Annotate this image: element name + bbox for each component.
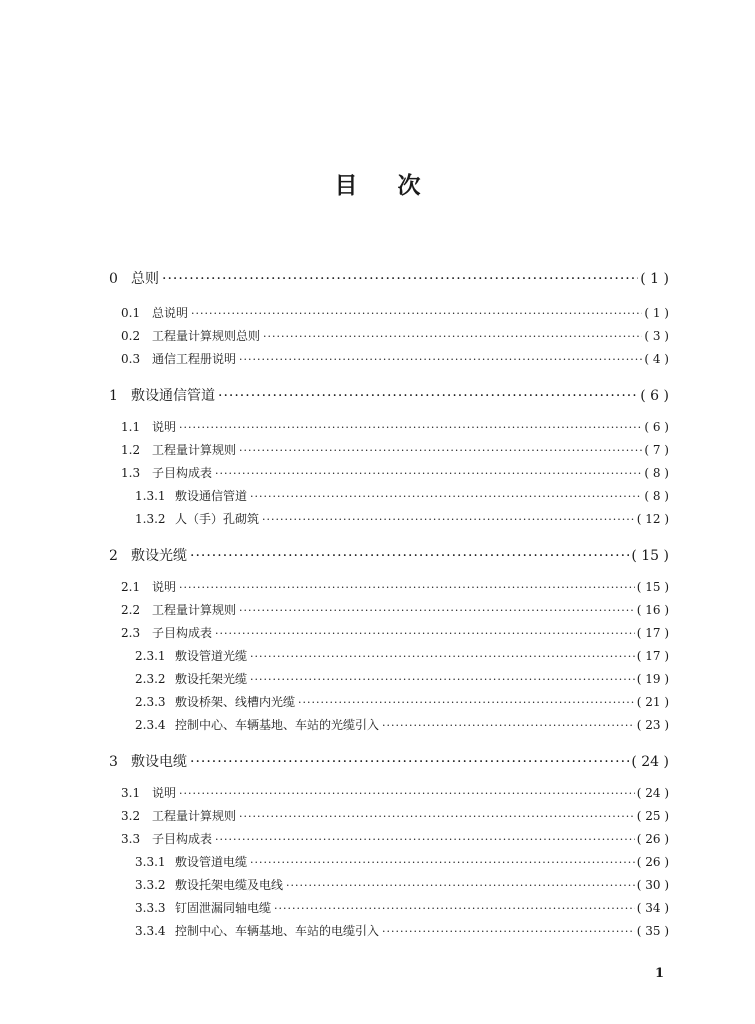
toc-label: 钉固泄漏同轴电缆	[175, 901, 272, 915]
toc-number: 0.2	[121, 329, 141, 343]
toc-subsection	[135, 510, 669, 527]
toc-leader-dots	[179, 421, 642, 434]
toc-page: ( 1 )	[640, 271, 669, 287]
toc-number: 2.1	[121, 580, 141, 594]
toc-label: 说明	[152, 786, 177, 800]
toc-leader-dots	[250, 673, 635, 686]
toc-label: 控制中心、车辆基地、车站的光缆引入	[175, 718, 380, 732]
toc-section	[121, 601, 669, 618]
toc-number: 3.3	[121, 832, 141, 846]
toc-page: ( 12 )	[636, 512, 669, 526]
toc-page: ( 26 )	[636, 855, 669, 869]
toc-label: 敷设光缆	[131, 548, 187, 564]
toc-page: ( 7 )	[644, 443, 669, 457]
toc-label: 工程量计算规则	[152, 443, 237, 457]
toc-number: 2.3.2	[135, 672, 166, 686]
toc-number: 3.1	[121, 786, 141, 800]
toc-number: 2	[109, 548, 118, 564]
toc-label: 通信工程册说明	[152, 352, 237, 366]
toc-number: 0	[109, 271, 118, 287]
toc-page: ( 24 )	[636, 786, 669, 800]
toc-leader-dots	[382, 719, 635, 732]
toc-subsection	[135, 876, 669, 893]
toc-number: 2.3.1	[135, 649, 166, 663]
toc-label: 敷设通信管道	[131, 388, 215, 404]
toc-label: 说明	[152, 580, 177, 594]
toc-chapter	[109, 385, 669, 405]
toc-page: ( 15 )	[636, 580, 669, 594]
toc-label: 敷设电缆	[131, 754, 187, 770]
toc-number: 3.3.4	[135, 924, 166, 938]
toc-page: ( 26 )	[636, 832, 669, 846]
toc-chapter	[109, 545, 669, 565]
toc-leader-dots	[218, 388, 638, 404]
toc-number: 2.3	[121, 626, 141, 640]
toc-page: ( 3 )	[644, 329, 669, 343]
toc-leader-dots	[239, 353, 642, 366]
toc-number: 1.3.1	[135, 489, 166, 503]
toc-number: 2.2	[121, 603, 141, 617]
toc-number: 2.3.3	[135, 695, 166, 709]
toc-label: 敷设托架光缆	[175, 672, 248, 686]
toc-page: ( 21 )	[636, 695, 669, 709]
toc-number: 1.2	[121, 443, 141, 457]
toc-label: 工程量计算规则总则	[152, 329, 261, 343]
toc-number: 3.3.3	[135, 901, 166, 915]
toc-number: 1.3	[121, 466, 141, 480]
toc-leader-dots	[190, 548, 629, 564]
toc-leader-dots	[179, 581, 635, 594]
toc-section	[121, 624, 669, 641]
toc-section	[121, 441, 669, 458]
toc-leader-dots	[263, 330, 642, 343]
toc-leader-dots	[190, 754, 629, 770]
toc-label: 人（手）孔砌筑	[175, 512, 260, 526]
toc-label: 工程量计算规则	[152, 809, 237, 823]
toc-leader-dots	[179, 787, 635, 800]
toc-number: 0.1	[121, 306, 141, 320]
toc-label: 敷设桥架、线槽内光缆	[175, 695, 296, 709]
toc-number: 1	[109, 388, 118, 404]
toc-label: 敷设通信管道	[175, 489, 248, 503]
toc-page: ( 19 )	[636, 672, 669, 686]
toc-section	[121, 807, 669, 824]
toc-page: ( 8 )	[644, 489, 669, 503]
toc-page: ( 25 )	[636, 809, 669, 823]
toc-page: ( 17 )	[636, 626, 669, 640]
toc-label: 子目构成表	[152, 832, 213, 846]
toc-label: 敷设管道电缆	[175, 855, 248, 869]
toc-page: ( 24 )	[631, 754, 669, 770]
toc-label: 敷设管道光缆	[175, 649, 248, 663]
toc-subsection	[135, 922, 669, 939]
toc-chapter	[109, 751, 669, 771]
toc-number: 2.3.4	[135, 718, 166, 732]
page-number: 1	[655, 966, 665, 981]
toc-leader-dots	[191, 307, 642, 320]
toc-subsection	[135, 693, 669, 710]
toc-leader-dots	[274, 902, 635, 915]
toc-label: 说明	[152, 420, 177, 434]
title-char-2: 次	[397, 173, 421, 199]
toc-leader-dots	[286, 879, 635, 892]
toc-section	[121, 350, 669, 367]
toc-subsection	[135, 853, 669, 870]
toc-page: ( 15 )	[631, 548, 669, 564]
toc-subsection	[135, 647, 669, 664]
toc-page: ( 35 )	[636, 924, 669, 938]
toc-subsection	[135, 899, 669, 916]
toc-leader-dots	[298, 696, 635, 709]
toc-page: ( 1 )	[644, 306, 669, 320]
toc-number: 3.3.1	[135, 855, 166, 869]
toc-subsection	[135, 487, 669, 504]
toc-page: ( 34 )	[636, 901, 669, 915]
toc-label: 敷设托架电缆及电线	[175, 878, 284, 892]
toc-section	[121, 464, 669, 481]
toc-leader-dots	[215, 627, 635, 640]
toc-section	[121, 578, 669, 595]
toc-number: 1.1	[121, 420, 141, 434]
toc-leader-dots	[382, 925, 635, 938]
toc-label: 总说明	[152, 306, 189, 320]
toc-page: ( 8 )	[644, 466, 669, 480]
toc-label: 总则	[131, 271, 159, 287]
toc-leader-dots	[239, 444, 642, 457]
toc-number: 3	[109, 754, 118, 770]
toc-label: 工程量计算规则	[152, 603, 237, 617]
toc-leader-dots	[215, 833, 635, 846]
toc-leader-dots	[239, 810, 635, 823]
toc-section	[121, 304, 669, 321]
toc-subsection	[135, 670, 669, 687]
toc-page: ( 17 )	[636, 649, 669, 663]
toc-number: 3.3.2	[135, 878, 166, 892]
toc-section	[121, 830, 669, 847]
toc-section	[121, 784, 669, 801]
toc-leader-dots	[250, 856, 635, 869]
toc-leader-dots	[215, 467, 642, 480]
toc-leader-dots	[262, 513, 635, 526]
toc-section	[121, 418, 669, 435]
toc-label: 子目构成表	[152, 466, 213, 480]
toc-page: ( 23 )	[636, 718, 669, 732]
toc-page: ( 4 )	[644, 352, 669, 366]
toc-leader-dots	[162, 271, 638, 287]
toc-leader-dots	[250, 650, 635, 663]
toc-number: 3.2	[121, 809, 141, 823]
toc-subsection	[135, 716, 669, 733]
toc-chapter	[109, 268, 669, 288]
toc-section	[121, 327, 669, 344]
toc-number: 1.3.2	[135, 512, 166, 526]
toc-label: 控制中心、车辆基地、车站的电缆引入	[175, 924, 380, 938]
title-char-1: 目	[334, 173, 358, 199]
toc-number: 0.3	[121, 352, 141, 366]
toc-page: ( 30 )	[636, 878, 669, 892]
toc-page: ( 6 )	[640, 388, 669, 404]
toc-label: 子目构成表	[152, 626, 213, 640]
toc-page: ( 6 )	[644, 420, 669, 434]
toc-leader-dots	[250, 490, 642, 503]
toc-leader-dots	[239, 604, 635, 617]
toc-page: ( 16 )	[636, 603, 669, 617]
